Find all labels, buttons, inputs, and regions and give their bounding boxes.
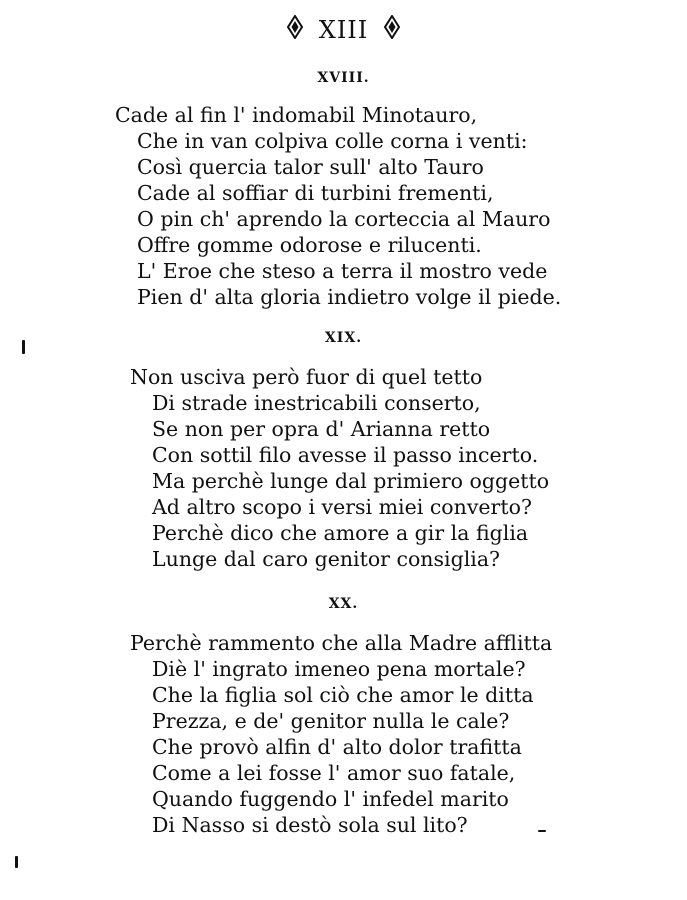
ink-speck	[22, 340, 25, 354]
ink-speck	[15, 856, 18, 868]
verse-line: Così quercia talor sull' alto Tauro	[137, 155, 484, 179]
verse-line: Ad altro scopo i versi miei converto?	[152, 495, 532, 519]
verse-line: Quando fuggendo l' infedel marito	[152, 787, 509, 811]
right-diamond-ornament-icon	[383, 15, 401, 45]
verse-line: Perchè rammento che alla Madre afflitta	[130, 631, 553, 655]
verse-line: O pin ch' aprendo la corteccia al Mauro	[137, 207, 551, 231]
verse-line: Che provò alfin d' alto dolor trafitta	[152, 735, 522, 759]
stanza-xviii	[115, 102, 561, 310]
verse-line: Come a lei fosse l' amor suo fatale,	[152, 761, 516, 785]
verse-line: Offre gomme odorose e rilucenti.	[137, 233, 482, 257]
stanza-xix	[130, 364, 549, 572]
verse-line: Pien d' alta gloria indietro volge il piede.	[137, 285, 562, 309]
verse-line: Se non per opra d' Arianna retto	[152, 417, 491, 441]
stanza-number-xx: XX.	[328, 596, 359, 612]
verse-line: Lunge dal caro genitor consiglia?	[152, 547, 501, 571]
stanza-number-xviii: XVIII.	[317, 70, 370, 86]
page-number: XIII	[318, 15, 369, 44]
verse-line: Cade al fin l' indomabil Minotauro,	[115, 103, 478, 127]
verse-line: Diè l' ingrato imeneo pena mortale?	[152, 657, 526, 681]
verse-line: Ma perchè lunge dal primiero oggetto	[152, 469, 550, 493]
verse-line: Prezza, e de' genitor nulla le cale?	[152, 709, 510, 733]
verse-line: Che la figlia sol ciò che amor le ditta	[152, 683, 534, 707]
verse-line: Con sottil filo avesse il passo incerto.	[152, 443, 539, 467]
verse-line: Di Nasso si destò sola sul lito?	[152, 813, 468, 837]
page-header	[0, 14, 687, 45]
verse-line: Non usciva però fuor di quel tetto	[130, 365, 483, 389]
verse-line: Cade al soffiar di turbini frementi,	[137, 181, 494, 205]
left-diamond-ornament-icon	[286, 15, 304, 45]
verse-line: Di strade inestricabili conserto,	[152, 391, 481, 415]
verse-line: Che in van colpiva colle corna i venti:	[137, 129, 528, 153]
stanza-number-xix: XIX.	[324, 330, 363, 346]
stanza-xx	[130, 630, 552, 838]
ink-speck	[538, 830, 546, 832]
verse-line: L' Eroe che steso a terra il mostro vede	[137, 259, 548, 283]
verse-line: Perchè dico che amore a gir la figlia	[152, 521, 529, 545]
